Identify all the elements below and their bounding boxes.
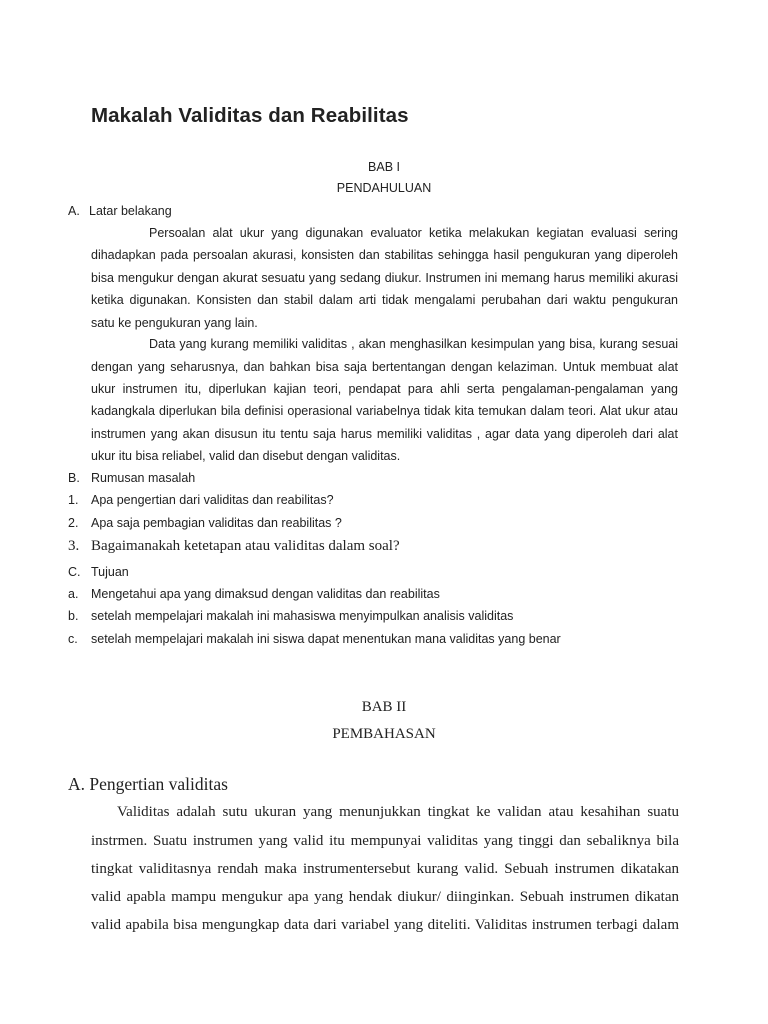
paragraph-line: tingkat validitasnya rendah maka instrumentersebut kurang valid. Sebuah instrumen dikatakan [91, 861, 679, 877]
section-label-tujuan: Tujuan [91, 565, 129, 579]
list-item: Apa saja pembagian validitas dan reabilitas ? [91, 516, 342, 530]
bab1-heading: PENDAHULUAN [336, 181, 432, 195]
paragraph-line: bisa mengukur dengan akurat sesuatu yang sedang diukur. Instrumen ini memang harus memiliki akurasi [91, 271, 678, 285]
list-number: 3. [68, 538, 80, 554]
list-item: Apa pengertian dari validitas dan reabilitas? [91, 493, 334, 507]
paragraph-line: valid apabila bisa mengungkap data dari variabel yang diteliti. Validitas instrumen terbagi dalam [91, 917, 679, 933]
paragraph-line: dihadapkan pada persoalan akurasi, konsisten dan stabilitas sehingga hasil pengukuran yang diperoleh [91, 248, 678, 262]
bab2-label: BAB II [361, 699, 407, 715]
list-letter: b. [68, 609, 79, 623]
list-letter: c. [68, 632, 78, 646]
section-marker-a: A. [68, 204, 80, 218]
list-letter: a. [68, 587, 79, 601]
list-item: Bagaimanakah ketetapan atau validitas dalam soal? [91, 538, 400, 554]
list-item: setelah mempelajari makalah ini siswa dapat menentukan mana validitas yang benar [91, 632, 561, 646]
section-marker-b: B. [68, 471, 80, 485]
paragraph-line: ketika digunakan. Konsisten dan stabil dalam arti tidak mengalami perubahan dari waktu pengukuran [91, 293, 678, 307]
section-label-rumusan: Rumusan masalah [91, 471, 196, 485]
paragraph-line: dengan yang seharusnya, dan bahkan bisa saja bertentangan dengan kelaziman. Untuk membuat alat [91, 360, 678, 374]
section-heading-pengertian: A. Pengertian validitas [68, 774, 228, 794]
list-number: 1. [68, 493, 79, 507]
paragraph-line: Persoalan alat ukur yang digunakan evaluator ketika melakukan kegiatan evaluasi sering [149, 226, 678, 240]
list-number: 2. [68, 516, 79, 530]
paragraph-line: Validitas adalah sutu ukuran yang menunjukkan tingkat ke validan atau kesahihan suatu [117, 804, 679, 820]
paragraph-line: kadangkala diperlukan bila definisi operasional variabelnya tidak kita temukan dalam teori. Alat ukur atau [91, 404, 678, 418]
paragraph-line: valid apabla mampu mengukur apa yang hendak diukur/ diinginkan. Sebuah instrumen dikatan [91, 889, 679, 905]
paragraph-line: ukur instrumen itu, diperlukan kajian teori, pendapat para ahli serta pengalaman-pengalaman yang [91, 382, 678, 396]
bab1-label: BAB I [368, 160, 400, 174]
document-title: Makalah Validitas dan Reabilitas [91, 104, 409, 127]
paragraph-line: ukur itu bisa reliabel, valid dan disebut dengan validitas. [91, 449, 401, 463]
list-item: setelah mempelajari makalah ini mahasiswa menyimpulkan analisis validitas [91, 609, 514, 623]
paragraph-line: instrumen yang akan disusun itu tentu saja harus memiliki validitas , agar data yang diperoleh dari alat [91, 427, 678, 441]
bab2-heading: PEMBAHASAN [332, 726, 436, 742]
paragraph-line: instrmen. Suatu instrumen yang valid itu mempunyai validitas yang tinggi dan sebaliknya bila [91, 833, 679, 849]
list-item: Mengetahui apa yang dimaksud dengan validitas dan reabilitas [91, 587, 440, 601]
paragraph-line: Data yang kurang memiliki validitas , akan menghasilkan kesimpulan yang bisa, kurang sesuai [149, 337, 678, 351]
section-marker-c: C. [68, 565, 81, 579]
section-label-latar: Latar belakang [89, 204, 172, 218]
paragraph-line: satu ke pengukuran yang lain. [91, 316, 258, 330]
